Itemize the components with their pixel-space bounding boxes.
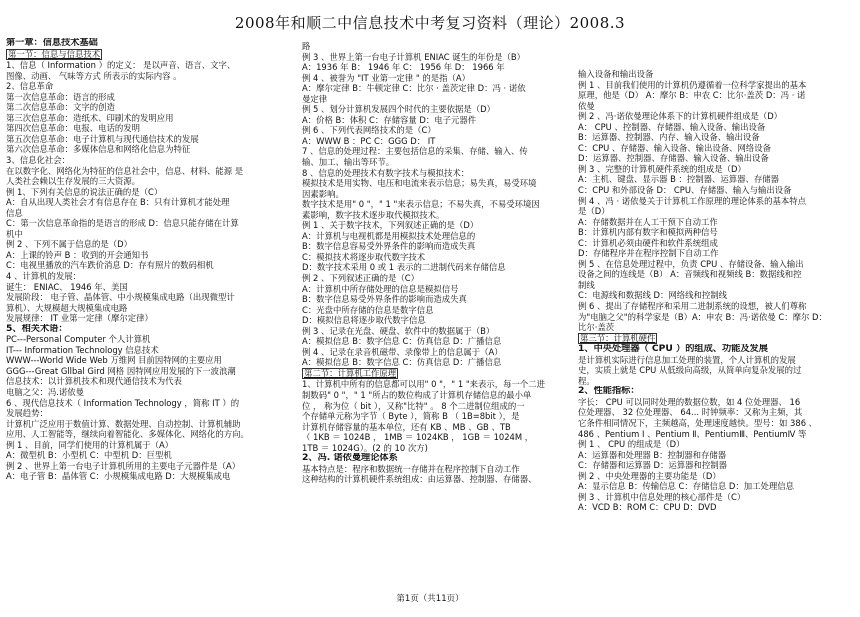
text-line: 图像、动画、 气味等方式 所表示的实际内容 。	[6, 70, 182, 81]
page-footer: 第1页（共11页）	[396, 594, 464, 604]
text-line: 例 1 、关于数字技术，下列叙述正确的是（D）	[302, 220, 479, 231]
text-line: 发展阶段： 电子管、晶体管、中小规模集成电路（出现微型计	[6, 292, 235, 303]
text-line: 制线	[578, 279, 595, 290]
text-line: 信息技术：以计算机技术和现代通信技术为代表	[6, 376, 182, 387]
text-line: A：摩尔定律 B：牛顿定律 C：比尔 · 盖茨定律 D：冯 · 诺依	[302, 83, 526, 94]
text-line: 输入设备和输出设备	[578, 69, 654, 79]
text-line: 因素影响。	[302, 188, 344, 199]
text-line: A：电子管 B：晶体管 C：小规模集成电路 D：大规模集成电	[6, 471, 231, 482]
text-line: 信息	[6, 207, 23, 218]
text-line: D：模拟信息将逐步取代数字信息	[302, 315, 426, 326]
text-line: A：运算器和处理器 B：控制器和存储器	[578, 449, 727, 460]
text-line: A： CPU 、控制器、存储器、输入设备、输出设备	[578, 121, 766, 132]
text-line: 基本特点是：程序和数据统一存储并在程序控制下自动工作	[302, 463, 520, 474]
text-line: A：存储数据并在人工干预下自动工作	[578, 216, 718, 227]
column-right	[578, 69, 854, 617]
text-line: 计算机存储容量的基本单位，还有 KB 、MB 、GB 、TB	[302, 421, 511, 432]
text-line: 位处理器、 32 位处理器、 64... 时钟频率：又称为主频，其	[578, 407, 803, 418]
section-title-boxed	[578, 333, 854, 345]
text-line: 输、加工、输出等环节。	[302, 157, 395, 168]
text-line: A：计算机与电视机都是用模拟技术处理信息的	[302, 230, 476, 241]
text-line: 它条件相同情况下，主频越高，处理速度越快。型号：如 386 、	[578, 418, 818, 428]
boxed-label: 第三节：计算机硬件	[580, 332, 656, 343]
section-heading: 第一章：信息技术基础	[6, 38, 98, 48]
text-line: 1、信息（ Information ）的定义： 是以声音、语言、文字、	[6, 60, 236, 71]
text-line: C：电源线和数据线 D：网络线和控制线	[578, 290, 727, 301]
text-line: 第一次信息革命：语言的形成	[6, 91, 115, 102]
text-line: 例 1 、目前，同学们使用的计算机属于（A）	[6, 439, 174, 450]
text-line: A：计算机中所存储处理的信息是模拟信号	[302, 283, 459, 294]
text-line: 这种结构的计算机硬件系统组成：由运算器、控制器、存储器、	[302, 474, 537, 485]
text-line: 在以数字化、网络化为特征的信息社会中，信息、材料、能源 是	[6, 165, 244, 176]
text-line: 比尔·盖茨	[578, 322, 615, 333]
text-line: 是计算机实际进行信息加工处理的装置，个人计算机的发展	[578, 354, 796, 365]
text-line: 发展规律： IT 业第一定律（摩尔定律）	[6, 313, 153, 324]
section-heading: 2、性能指标：	[578, 386, 640, 397]
text-line: 电脑之父：冯.诺依曼	[6, 387, 85, 397]
text-line: 第四次信息革命：电报、电话的发明	[6, 123, 140, 134]
text-line: 应用、人工智能等，继续向着智能化、多媒体化、网络化的方向。	[6, 429, 249, 440]
text-line: 7 、信息的处理过程：主要包括信息的采集、存储、输入、传	[302, 146, 528, 157]
text-line: WWW---World Wide Web 万维网 目前因特网的主要应用	[6, 355, 222, 366]
text-line: 例 1 、目前我们使用的计算机仍遵循着一位科学家提出的基本	[578, 79, 807, 90]
text-line: 曼定律	[302, 93, 328, 104]
text-line: 例 3 、世界上第一台电子计算机 ENIAC 诞生的年份是（B）	[302, 51, 526, 62]
text-line: 制数码" 0 "，" 1 "所占的数位构成了计算机存储信息的最小单	[302, 390, 532, 400]
text-line: B：数字信息容易受外界条件的影响而造成失真	[302, 241, 476, 252]
text-line: C：电视里播放的汽车跌价消息 D：存有照片的数码相机	[6, 260, 214, 271]
text-line: C：模拟技术将逐步取代数字技术	[302, 251, 426, 262]
text-line: 例 3 、计算机中信息处理的核心部件是（C）	[578, 491, 746, 502]
text-line: 例 5 、划分计算机发展四个时代的主要依据是（D）	[302, 104, 495, 115]
text-line: 设备之间的连线是（B） A：音频线和视频线 B：数据线和控	[578, 269, 802, 280]
text-line: 2、信息革命	[6, 81, 54, 92]
text-line: 字长： CPU 可以同时处理的数据位数，如 4 位处理器、 16	[578, 396, 801, 407]
text-line: A：价格 B：体积 C：存储容量 D：电子元器件	[302, 114, 477, 125]
section-heading: 2、冯. 诺依曼理论体系	[302, 453, 398, 464]
text-line: 例 6 、下列代表网络技术的是（C）	[302, 125, 436, 136]
text-line: 例 2 、中央处理器的主要功能是（D）	[578, 470, 721, 481]
text-line: 第六次信息革命：多媒体信息和网络化信息为特征	[6, 144, 191, 155]
text-line: C：光盘中所存储的信息是数字信息	[302, 304, 434, 315]
text-line: 4 、计算机的发展：	[6, 270, 81, 281]
text-line: 例 6 、提出了存储程序和采用二进制系统的设想，被人们尊称	[578, 301, 807, 312]
text-line: 例 3 、记录在光盘、硬盘、软件中的数据属于（B）	[302, 325, 495, 336]
text-line: 为"电脑之父"的科学家是（B）A：申农 B：冯·诺依曼 C：摩尔 D：	[578, 311, 827, 322]
text-line: D：存储程序并在程序控制下自动工作	[578, 248, 719, 259]
text-line: A：VCD B：ROM C：CPU D：DVD	[578, 502, 717, 513]
document-title: 2008年和顺二中信息技术中考复习资料（理论）2008.3	[234, 14, 626, 32]
text-line: A：模拟信息 B：数字信息 C：仿真信息 D：广播信息	[302, 336, 502, 347]
section-title-boxed	[302, 368, 577, 380]
text-line: 486 、Pentium Ⅰ 、Pentium Ⅱ、PentiumⅢ、PentiumⅣ 等	[578, 428, 807, 439]
text-line: 计算机广泛应用于数值计算、数据处理、自动控制、计算机辅助	[6, 418, 241, 429]
section-title-boxed	[6, 49, 281, 61]
section-heading: 5、相关术语：	[6, 323, 68, 334]
text-line: 例 2 、下列叙述正确的是（C）	[302, 273, 419, 284]
section-heading: 1、中央处理器（ CPU ）的组成、功能及发展	[578, 344, 768, 355]
text-line: 1、计算机中所有的信息都可以用" 0 "，" 1 "来表示，每一个二进	[302, 379, 546, 390]
text-line: （ 1KB ＝ 1024B ， 1MB ＝ 1024KB ， 1GB ＝ 1024M ，	[302, 432, 534, 443]
text-line: A：模拟信息 B：数字信息 C：仿真信息 D：广播信息	[302, 357, 502, 368]
text-line: 位 ， 称为位（ bit ），又称"比特" 。 8 个二进制位组成的一	[302, 400, 525, 411]
boxed-label: 第二节：计算机工作原理	[304, 367, 397, 378]
text-line: 路	[302, 41, 311, 51]
text-line: 第五次信息革命：电子计算机与现代通信技术的发展	[6, 133, 199, 144]
text-line: 人类社会赖以生存发展的三大资源。	[6, 176, 140, 187]
text-line: C：CPU 和外部设备 D： CPU、存储器、输入与输出设备	[578, 185, 792, 196]
text-line: 第二次信息革命：文字的创造	[6, 102, 115, 113]
text-line: 数字技术是用" 0 "，" 1 "来表示信息；不易失真，不易受环境因	[302, 199, 540, 210]
text-line: 机中	[6, 228, 23, 239]
text-line: IT--- Information Technology 信息技术	[6, 344, 159, 355]
text-line: 依曼	[578, 100, 595, 111]
text-line: 例 4 、被誉为 "IT 业第一定律 " 的是指（A）	[302, 72, 470, 83]
text-line: 例 2 、下列不属于信息的是（D）	[6, 239, 132, 250]
text-line: 第三次信息革命：造纸术、印刷术的发明应用	[6, 112, 174, 123]
text-line: A：主机、键盘、显示器 B ：控制器、运算器、存储器	[578, 174, 780, 185]
text-line: B：运算器、控制器、内存、输入设备、输出设备	[578, 132, 760, 143]
text-line: 例 4 、记录在录音机磁带、录像带上的信息属于（A）	[302, 346, 503, 357]
text-line: 6 、现代信息技术（ Information Technology ，简称 IT ）的	[6, 397, 240, 408]
text-line: 例 1、下列有关信息的说法正确的是（C）	[6, 186, 163, 197]
text-line: 史，实质上就是 CPU 从低级向高级，从简单向复杂发展的过	[578, 365, 802, 376]
boxed-label: 第一节：信息与信息技术	[8, 48, 101, 59]
text-line: A：自从出现人类社会才有信息存在 B：只有计算机才能处理	[6, 197, 230, 208]
text-line: B：数字信息易受外界条件的影响而造成失真	[302, 294, 467, 305]
text-line: 例 2 、世界上第一台电子计算机所用的主要电子元器件是（A）	[6, 460, 241, 471]
text-line: A：WWW B ：PC C：GGG D： IT	[302, 135, 436, 146]
text-line: B：计算机内部有数字和模拟两种信号	[578, 227, 718, 238]
text-line: 素影响，数字技术逐步取代模拟技术。	[302, 209, 445, 220]
column-left	[6, 38, 281, 586]
text-line: A：显示信息 B：传输信息 C：存储信息 D：加工处理信息	[578, 481, 795, 492]
text-line: 是（D）	[578, 206, 610, 217]
text-line: D：运算器、控制器、存储器、输入设备、输出设备	[578, 153, 769, 164]
text-line: A：1936 年 B： 1946 年 C： 1956 年 D： 1966 年	[302, 62, 505, 73]
text-line: C：CPU 、存储器、输入设备、输出设备、网络设备	[578, 142, 772, 153]
text-line: 例 5 、在信息处理过程中，负责 CPU 、存储设备、输入输出	[578, 258, 804, 269]
text-line: 3、信息化社会：	[6, 154, 70, 165]
column-middle	[302, 41, 577, 589]
text-line: A：上课的铃声 B ：收到的开会通知书	[6, 249, 149, 260]
text-line: 算机）、大规模超大规模集成电路	[6, 302, 128, 313]
text-line: 8 、信息的处理技术有数字技术与模拟技术：	[302, 167, 470, 178]
text-line: 发展趋势：	[6, 408, 48, 419]
text-line: 个存储单元称为字节（ Byte ），简称 B （ 1B=8bit ），是	[302, 411, 520, 422]
text-line: GGG---Great Gllbal Gird 网格 因特网应用发展的下一波浪潮	[6, 365, 236, 376]
text-line: C：计算机必须由硬件和软件系统组成	[578, 237, 718, 248]
text-line: D：数字技术采用 0 或 1 表示的二进制代码来存储信息	[302, 262, 506, 273]
text-line: 例 4 、冯 · 诺依曼关于计算机工作原理的理论体系的基本特点	[578, 195, 807, 206]
text-line: 1TB ＝ 1024G）。(2 的 10 次方)	[302, 442, 428, 453]
text-line: 原理，他是（D） A：摩尔 B：申农 C：比尔·盖茨 D：冯 · 诺	[578, 90, 806, 101]
text-line: 诞生： ENIAC、 1946 年、美国	[6, 281, 128, 292]
text-line: 例 2 、冯·诺依曼理论体系下的计算机硬件组成是（D）	[578, 111, 783, 122]
text-line: 例 1 、 CPU 的组成是（D）	[578, 439, 685, 450]
text-line: 例 3 、完整的计算机硬件系统的组成是（D）	[578, 163, 746, 174]
text-line: C：存储器和运算器 D：运算器和控制器	[578, 460, 727, 471]
text-line: 程。	[578, 375, 595, 386]
text-line: 模拟技术是用实物、电压和电流来表示信息；易失真，易受环境	[302, 178, 537, 189]
text-line: A：微型机 B：小型机 C：中型机 D：巨型机	[6, 450, 172, 461]
text-line: C：第一次信息革命指的是语言的形成 D：信息只能存储在计算	[6, 218, 239, 229]
text-line: PC---Personal Computer 个人计算机	[6, 334, 151, 345]
